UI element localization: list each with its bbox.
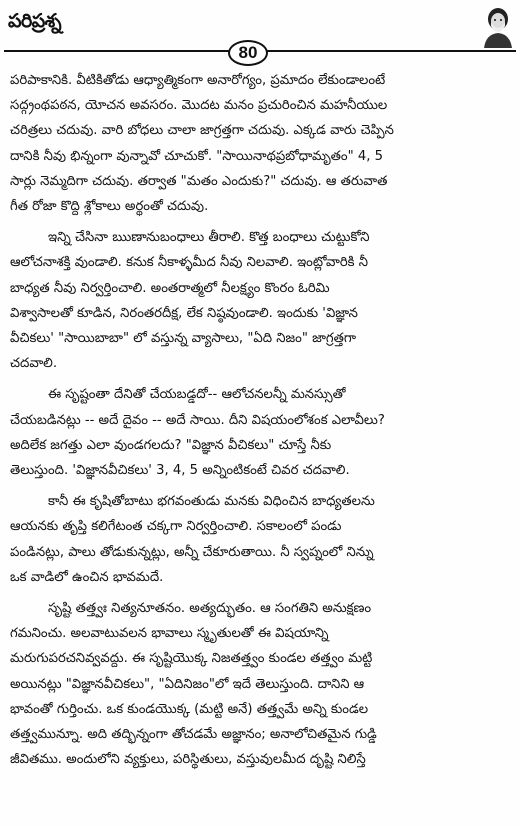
text-line: అయినట్లు "విజ్ఞానవీచికలు", "ఏదినిజం"లో ఇదే తెలుస్తుంది. దానిని ఆ — [10, 676, 365, 692]
text-line: పరిపాకానికి. వీటికితోడు ఆధ్యాత్మికంగా అనారోగ్యం, ప్రమాదం లేకుండాలంటే — [10, 73, 386, 88]
text-line: ఈ సృష్టంతా దేనితో చేయబడ్డదో-- ఆలోచనలన్నీ మనస్సుతో — [48, 387, 346, 403]
text-line: మరుగుపరచనివ్వవద్దు. ఈ సృష్టియొక్క నిజతత్త్వం కుండల తత్త్వం మట్టి — [10, 651, 373, 667]
text-line: గీత రోజా కొద్ది శ్లోకాలు అర్థంతో చదువు. — [10, 199, 209, 215]
text-line: వీచికలు' "సాయిబాబా" లో వస్తున్న వ్యాసాలు, "ఏది నిజం" జాగ్రత్తగా — [10, 331, 356, 347]
portrait-icon — [480, 4, 516, 48]
body-text — [10, 68, 510, 772]
paragraph — [10, 596, 510, 772]
text-line: సృష్టి తత్త్వః నిత్యనూతనం. అత్యద్భుతం. ఆ సంగతిని అనుక్షణం — [48, 601, 372, 617]
text-line: సద్గ్రంథపఠన, యోచన అవసరం. మొదట మనం ప్రచురించిన మహనీయుల — [10, 98, 388, 114]
text-line: బాధ్యత నీవు నిర్వర్తించాలి. అంతరాత్మలో నీలక్ష్యం కొంరం ఓరిమి — [10, 280, 330, 296]
text-line: చదవాలి. — [10, 356, 58, 372]
text-line: సార్లు నెమ్మదిగా చదువు. తర్వాత "మతం ఎందుకు?" చదువు. ఆ తరువాత — [10, 173, 388, 189]
text-line: అదిలేక జగత్తు ఎలా వుండగలదు? "విజ్ఞాన వీచికలు" చూస్తే నీకు — [10, 437, 332, 453]
text-line: జీవితము. అందులోని వ్యక్తులు, పరిస్థితులు, వస్తువులమీద దృష్టి నిలిస్తే — [10, 752, 366, 768]
text-line: ఒక వాడిలో ఉంచిన భావమదే. — [10, 569, 164, 585]
text-line: భావంతో గుర్తించు. ఒక కుండయొక్క (మట్టి అనే) తత్త్వమే అన్ని కుండల — [10, 701, 369, 717]
text-line: చేయబడినట్లు -- అదే దైవం -- అదే సాయి. దీని విషయంలోశంక ఎలావీలు? — [10, 412, 385, 428]
text-line: విశ్వాసాలతో కూడిన, నిరంతరదీక్ష, లేక నిష్ఠవుండాలి. ఇందుకు 'విజ్ఞాన — [10, 305, 358, 321]
text-line: ఇన్ని చేసినా ఋణానుబంధాలు తీరాలి. కొత్త బంధాలు చుట్టుకోని — [48, 230, 370, 246]
paragraph — [10, 225, 510, 376]
text-line: ఆలోచనాశక్తి వుండాలి. కనుక నీకాళ్ళమీద నీవు నిలవాలి. ఇంట్లోవారికి నీ — [10, 255, 368, 271]
text-line: దానికి నీవు భిన్నంగా వున్నావో చూచుకో. "సాయినాథప్రబోధామృతం" 4, 5 — [10, 148, 384, 164]
text-line: తత్త్వమున్నూ. అది తద్భిన్నంగా తోచడమే అజ్ఞానం; అనాలోచితమైన గుడ్డి — [10, 727, 377, 743]
page-number-badge — [228, 40, 268, 66]
text-line: కానీ ఈ కృషితోబాటు భగవంతుడు మనకు విధించిన బాధ్యతలను — [48, 494, 375, 510]
text-line: పండినట్లు, పాలు తోడుకున్నట్లు, అన్నీ చేకూరుతాయి. నీ స్వప్నంలో నిన్ను — [10, 544, 374, 560]
paragraph — [10, 68, 510, 219]
page-number: 80 — [228, 40, 268, 66]
paragraph — [10, 489, 510, 590]
running-title: పరిప్రశ్న — [8, 10, 62, 32]
text-line: తెలుస్తుంది. 'విజ్ఞానవీచికలు' 3, 4, 5 అన్నింటికంటే చివర చదవాలి. — [10, 463, 350, 479]
text-line: గమనించు. అలవాటువలన భావాలు స్మృతులతో ఈ విషయాన్ని — [10, 626, 329, 642]
page-header — [0, 0, 520, 62]
text-line: ఆయనకు తృప్తి కలిగేటంత చక్కగా నిర్వర్తించాలి. సకాలంలో పండు — [10, 519, 342, 535]
paragraph — [10, 382, 510, 483]
text-line: చరిత్రలు చదువు. వారి బోధలు చాలా జాగ్రత్తగా చదువు. ఎక్కడ వారు చెప్పిన — [10, 123, 394, 139]
